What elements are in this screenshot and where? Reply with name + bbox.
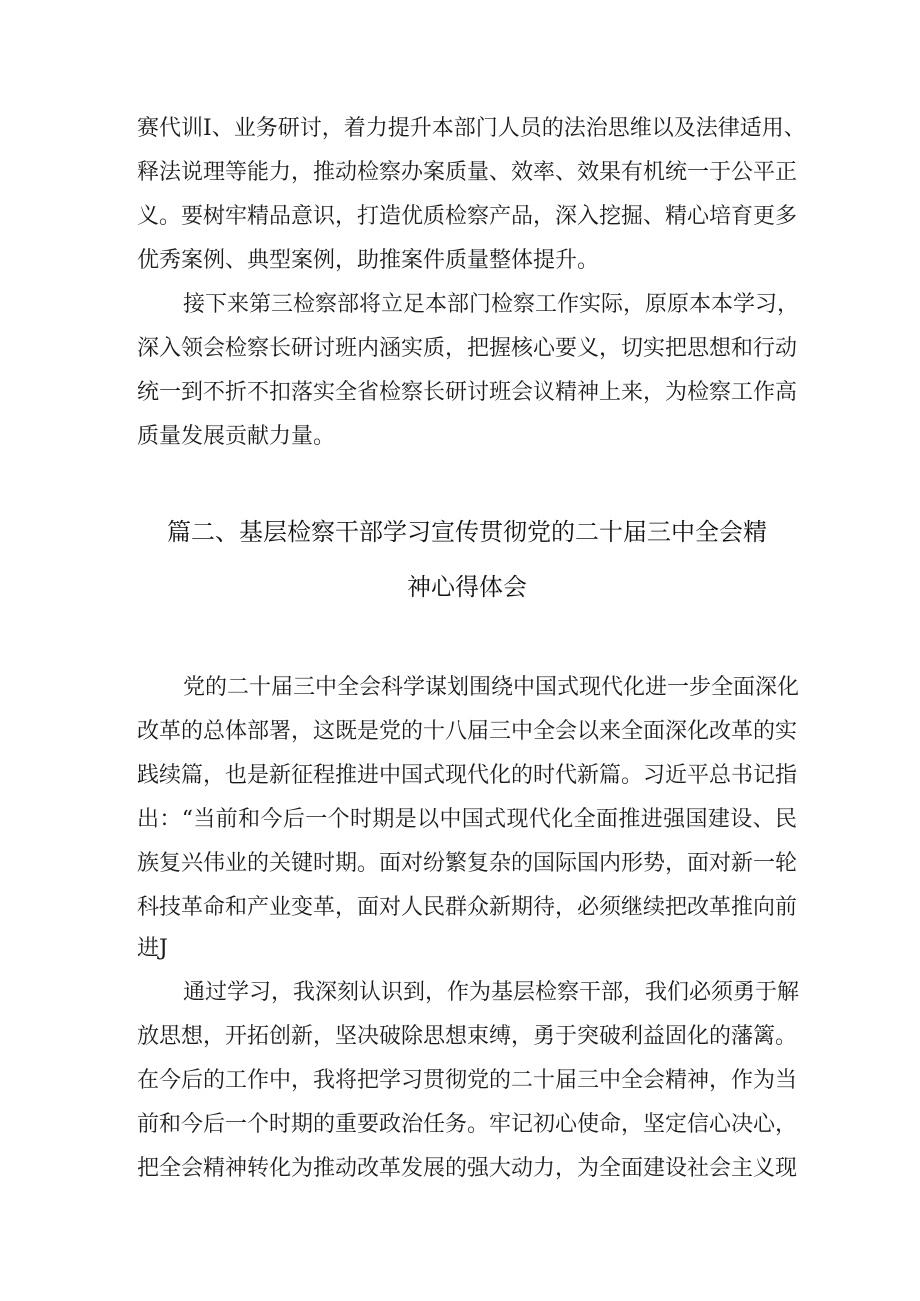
paragraph-line: 优秀案例、典型案例，助推案件质量整体提升。 [137, 248, 600, 273]
section-heading: 神心得体会 [407, 573, 527, 601]
paragraph-line: 义。要树牢精品意识，打造优质检察产品，深入挖掘、精心培育更多 [137, 204, 798, 229]
paragraph-line: 出：“当前和今后一个时期是以中国式现代化全面推进强国建设、民 [137, 807, 797, 832]
paragraph-line: 前和今后一个时期的重要政治任务。牢记初心使命，坚定信心决心， [137, 1112, 798, 1137]
paragraph-line: 接下来第三检察部将立足本部门检察工作实际，原原本本学习， [183, 292, 800, 317]
paragraph-line: 统一到不折不扣落实全省检察长研讨班会议精神上来，为检察工作高 [137, 380, 798, 405]
paragraph-line: 把全会精神转化为推动改革发展的强大动力，为全面建设社会主义现 [137, 1156, 798, 1181]
paragraph-line: 在今后的工作中，我将把学习贯彻党的二十届三中全会精神，作为当 [137, 1068, 798, 1093]
paragraph-line: 党的二十届三中全会科学谋划围绕中国式现代化进一步全面深化 [183, 675, 800, 700]
paragraph-line: 科技革命和产业变革，面对人民群众新期待，必须继续把改革推向前 [137, 895, 798, 920]
paragraph-line: 族复兴伟业的关键时期。面对纷繁复杂的国际国内形势，面对新一轮 [137, 851, 798, 876]
paragraph-line: 进J [137, 936, 168, 961]
paragraph-line: 放思想，开拓创新，坚决破除思想束缚，勇于突破利益固化的藩篱。 [137, 1024, 798, 1049]
paragraph-line: 释法说理等能力，推动检察办案质量、效率、效果有机统一于公平正 [137, 160, 798, 185]
paragraph-line: 赛代训I、业务研讨，着力提升本部门人员的法治思维以及法律适用、 [137, 116, 806, 141]
paragraph-line: 改革的总体部署，这既是党的十八届三中全会以来全面深化改革的实 [137, 719, 798, 744]
paragraph-line: 践续篇，也是新征程推进中国式现代化的时代新篇。习近平总书记指 [137, 763, 798, 788]
section-heading: 篇二、基层检察干部学习宣传贯彻党的二十届三中全会精 [167, 518, 767, 546]
paragraph-line: 通过学习，我深刻认识到，作为基层检察干部，我们必须勇于解 [183, 980, 800, 1005]
paragraph-line: 质量发展贡献力量。 [137, 424, 336, 449]
paragraph-line: 深入领会检察长研讨班内涵实质，把握核心要义，切实把思想和行动 [137, 336, 798, 361]
